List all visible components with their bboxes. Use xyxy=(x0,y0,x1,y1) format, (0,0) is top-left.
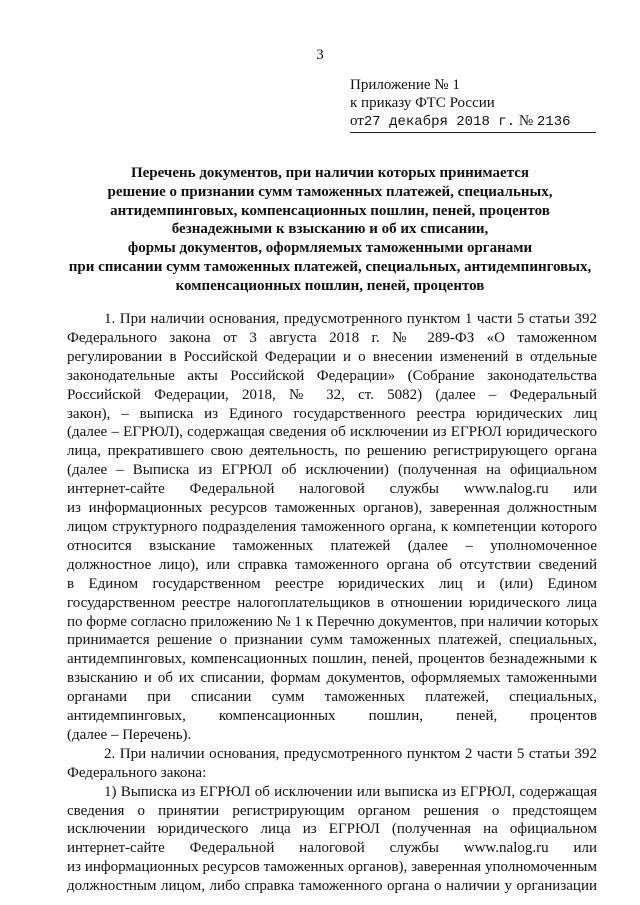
body-line: закон), – выписка из Единого государственного реестра юридических лиц xyxy=(67,405,597,422)
body-line: сведения о принятии регистрирующим органом решения о предстоящем xyxy=(67,802,597,819)
body-line: принимается решение о признании сумм таможенных платежей, специальных, xyxy=(67,632,597,649)
body-line: интернет-сайте Федеральной налоговой службы www.nalog.ru или xyxy=(67,481,597,498)
annex-date-prefix: от xyxy=(350,113,364,129)
body-line: Федерального закона: xyxy=(67,764,207,781)
body-line: законодательные акты Российской Федерации» (Собрание законодательства xyxy=(67,367,597,384)
title-line: антидемпинговых, компенсационных пошлин, пеней, процентов xyxy=(110,202,550,219)
title-line: компенсационных пошлин, пеней, процентов xyxy=(175,277,485,294)
body-line: относится взыскание таможенных платежей (далее – уполномоченное xyxy=(67,537,597,554)
annex-order-ref: к приказу ФТС России xyxy=(350,95,495,111)
annex-title: Приложение № 1 xyxy=(350,77,460,93)
body-line: по форме согласно приложению № 1 к Перечню документов, при наличии которых xyxy=(67,613,599,630)
body-line: должностное лицо), или справка таможенного органа об отсутствии сведений xyxy=(67,556,597,573)
body-line: взысканию и об их списании, формам документов, оформляемых таможенными xyxy=(67,670,597,687)
body-line: (далее – ЕГРЮЛ), содержащая сведения об исключении из ЕГРЮЛ юридического xyxy=(67,424,597,441)
title-line: формы документов, оформляемых таможенными органами xyxy=(127,240,533,257)
title-line: решение о признании сумм таможенных платежей, специальных, xyxy=(107,183,553,200)
body-line: антидемпинговых, компенсационных пошлин, пеней, процентов безнадежными к xyxy=(67,651,597,668)
title-line: Перечень документов, при наличии которых принимается xyxy=(130,165,530,181)
body-line: Федерального закона от 3 августа 2018 г. № 289-ФЗ «О таможенном xyxy=(67,329,597,346)
annex-header xyxy=(350,76,600,133)
body-line: должностным лицом, либо справка таможенного органа о наличии у организации xyxy=(67,878,597,895)
annex-number-label: № xyxy=(518,113,534,129)
body-line: (далее – Перечень). xyxy=(67,726,192,743)
document-title xyxy=(40,164,620,296)
title-line: безнадежными к взысканию и об их списании, xyxy=(171,221,489,238)
body-line: лицом структурного подразделения таможенного органа, к компетенции которого xyxy=(67,518,597,535)
body-line: в Едином государственном реестре юридических лиц и (или) Едином xyxy=(67,575,597,592)
body-line: лица, прекратившего свою деятельность, по решению регистрирующего органа xyxy=(67,443,597,460)
body-line: 2. При наличии основания, предусмотренного пунктом 2 части 5 статьи 392 xyxy=(104,745,597,762)
body-line: 1) Выписка из ЕГРЮЛ об исключении или выписка из ЕГРЮЛ, содержащая xyxy=(104,783,597,800)
title-line: при списании сумм таможенных платежей, специальных, антидемпинговых, xyxy=(68,258,592,275)
body-line: интернет-сайте Федеральной налоговой службы www.nalog.ru или xyxy=(67,840,597,857)
annex-date-number xyxy=(350,112,596,133)
body-line: регулировании в Российской Федерации и о внесении изменений в отдельные xyxy=(67,348,597,365)
body-line: (далее – Выписка из ЕГРЮЛ об исключении) (полученная на официальном xyxy=(67,462,597,479)
body-line: 1. При наличии основания, предусмотренного пунктом 1 части 5 статьи 392 xyxy=(104,311,597,327)
body-line: Российской Федерации, 2018, № 32, ст. 5082) (далее – Федеральный xyxy=(67,386,597,403)
body-line: из информационных ресурсов таможенных органов), заверенная уполномоченным xyxy=(67,859,597,876)
document-body xyxy=(67,310,597,896)
body-line: органами при списании сумм таможенных платежей, специальных, xyxy=(67,689,597,706)
annex-number: 2136 xyxy=(536,114,571,130)
body-line: исключении юридического лица из ЕГРЮЛ (полученная на официальном xyxy=(67,821,597,838)
body-line: антидемпинговых, компенсационных пошлин, пеней, процентов xyxy=(67,708,597,725)
annex-date: 27 декабря 2018 г. xyxy=(363,114,516,130)
body-line: государственном реестре налогоплательщиков в отношении юридического лица xyxy=(67,594,597,611)
body-line: из информационных ресурсов таможенных органов), заверенная должностным xyxy=(67,500,597,517)
page-number: 3 xyxy=(316,47,324,63)
